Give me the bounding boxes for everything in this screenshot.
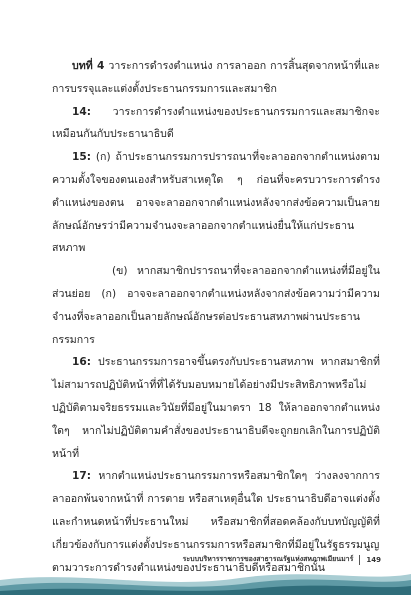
section-17-label: 17: — [72, 470, 91, 483]
section-16-paragraph — [52, 351, 380, 465]
section-14-text: วาระการดำรงตำแหน่งของประธานกรรมการและสมาชิกจะเหมือนกันกับประธานาธิบดี — [52, 105, 380, 141]
section-15-text: (ก) ถ้าประธานกรรมการปรารถนาที่จะลาออกจากตำแหน่งตามความตั้งใจของตนเองสำหรับสาเหตุใด ๆ ก่อนที่จะครบวาระการดำรงตำแหน่งของตน อาจจะลาออกจากตำแหน่งหลังจากส่งข้อความเป็นลายลักษณ์อักษรว่ามีความจำนงจะลาออกจากตำแหน่งยื่นให้แก่ประธานสหภาพ — [52, 151, 380, 255]
footer-divider — [359, 555, 360, 565]
section-14-label: 14: — [72, 105, 91, 118]
footer-wave-decoration — [0, 568, 411, 595]
chapter-paragraph — [52, 55, 380, 101]
section-14-paragraph — [52, 101, 380, 147]
section-15b-paragraph — [52, 260, 380, 351]
section-15-label: 15: — [72, 151, 91, 164]
section-16-text: ประธานกรรมการอาจขึ้นตรงกับประธานสหภาพ หากสมาชิกที่ไม่สามารถปฏิบัติหน้าที่ที่ได้รับมอบหมายได้อย่างมีประสิทธิภาพหรือไม่ปฏิบัติตามจริยธรรมและวินัยที่มีอยู่ในมาตรา 18 ให้ลาออกจากตำแหน่งใดๆ หากไม่ปฏิบัติตามคำสั่งของประธานาธิบดีจะถูกยกเลิกในการปฏิบัติหน้าที่ — [52, 356, 380, 460]
footer-title: ระบบบริหารราชการของสาธารณรัฐแห่งสหภาพเมียนมาร์ — [182, 555, 354, 563]
section-15b-text: (ข) หากสมาชิกปรารถนาที่จะลาออกจากตำแหน่งที่มีอยู่ในส่วนย่อย (ก) อาจจะลาออกจากตำแหน่งหลังจากส่งข้อความว่ามีความจำนงที่จะลาออกเป็นลายลักษณ์อักษรต่อประธานสหภาพผ่านประธานกรรมการ — [52, 265, 380, 346]
footer-caption — [183, 554, 381, 565]
section-15-paragraph — [52, 146, 380, 260]
section-17-text: หากตำแหน่งประธานกรรมการหรือสมาชิกใดๆ ว่างลงจากการลาออกพ้นจากหน้าที่ การตาย หรือสาเหตุอื่นใด ประธานาธิบดีอาจแต่งตั้งและกำหนดหน้าที่ประธานใหม่ หรือสมาชิกที่สอดคล้องกับบทบัญญัติที่เกี่ยวข้องกับการแต่งตั้งประธานกรรมการหรือสมาชิกที่มีอยู่ในรัฐธรรมนูญตามวาระการดำรงตำแหน่งของประธานาธิบดีหรือสมาชิกนั้น — [52, 470, 380, 574]
page-number: 149 — [366, 555, 381, 564]
chapter-label: บทที่ 4 — [72, 60, 105, 72]
body-text — [52, 55, 380, 579]
section-16-label: 16: — [72, 356, 91, 369]
page-footer — [0, 540, 411, 595]
chapter-text: วาระการดำรงตำแหน่ง การลาออก การสิ้นสุดจากหน้าที่และการบรรจุและแต่งตั้งประธานกรรมการและสมาชิก — [52, 60, 380, 95]
